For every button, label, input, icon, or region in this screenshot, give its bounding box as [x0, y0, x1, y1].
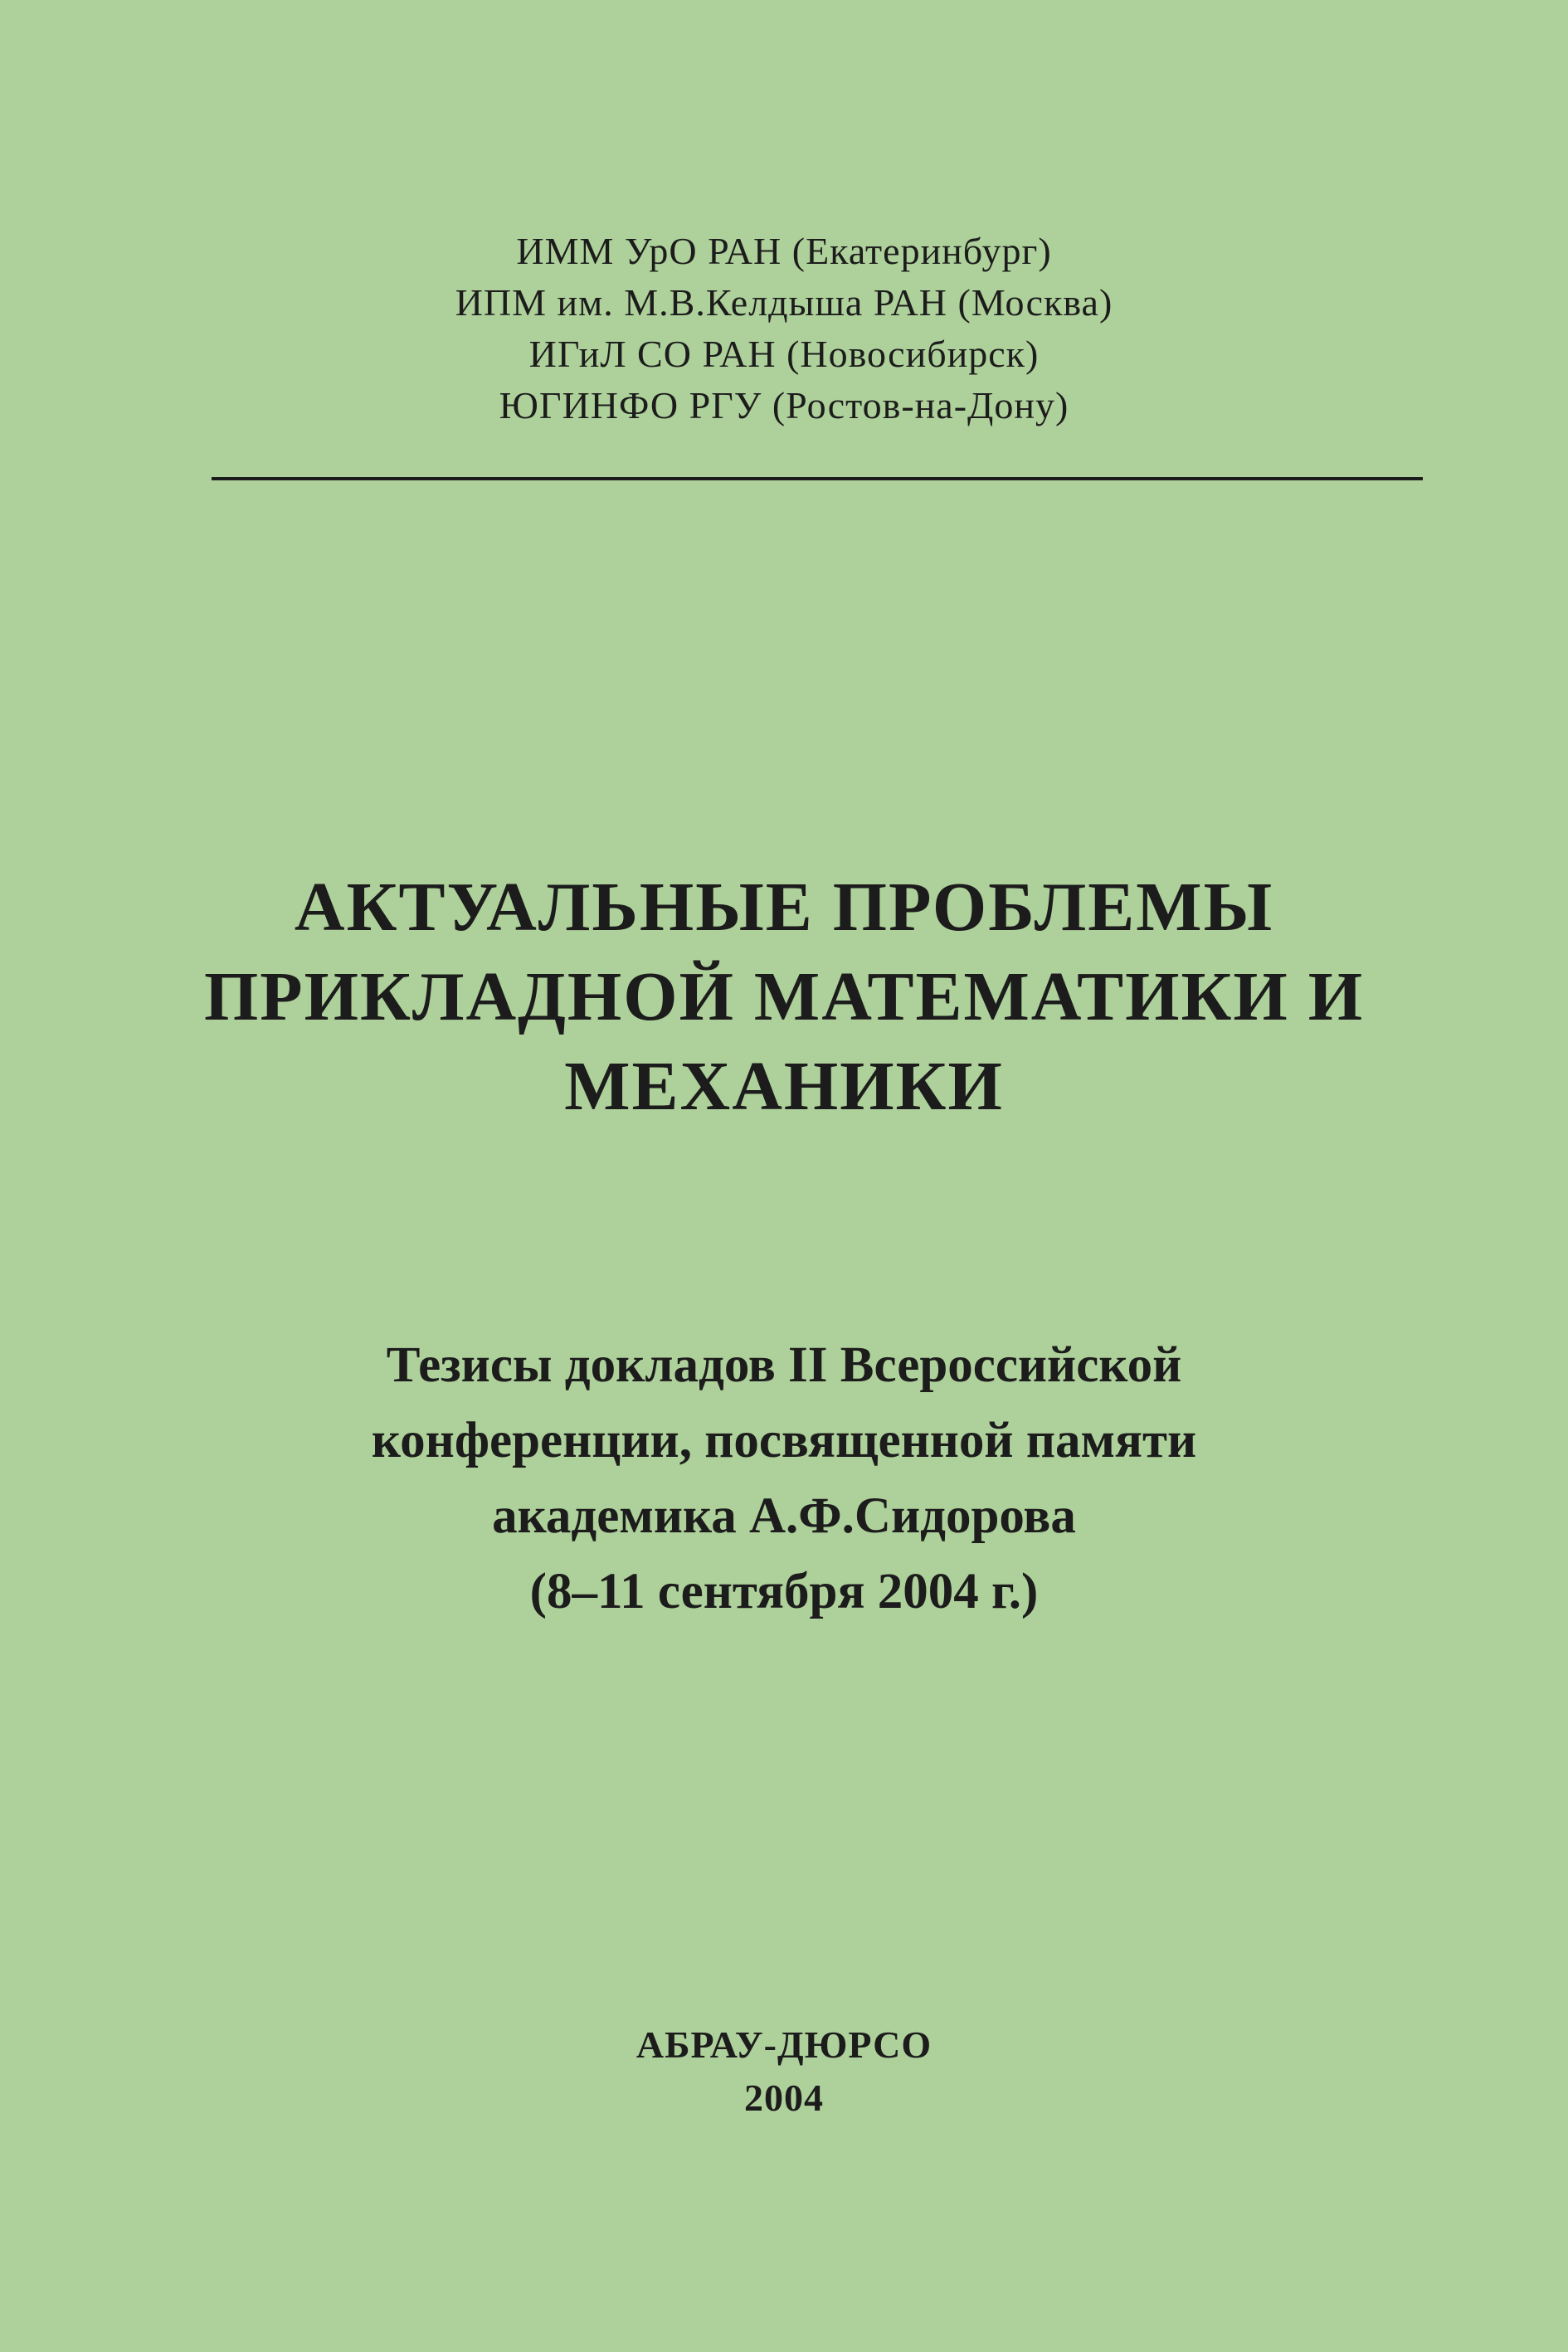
- institution-line: ИММ УрО РАН (Екатеринбург): [516, 230, 1052, 272]
- title-line: МЕХАНИКИ: [564, 1048, 1004, 1125]
- title-line: ПРИКЛАДНОЙ МАТЕМАТИКИ И: [203, 958, 1365, 1035]
- subtitle-line: (8–11 сентября 2004 г.): [529, 1564, 1039, 1619]
- publication-year: 2004: [744, 2077, 824, 2119]
- imprint: [0, 2018, 1568, 2125]
- book-title: [0, 863, 1568, 1132]
- subtitle-line: Тезисы докладов II Всероссийской: [386, 1337, 1182, 1393]
- publication-place: АБРАУ-ДЮРСО: [635, 2023, 933, 2066]
- institutions-block: [0, 226, 1568, 431]
- institution-line: ЮГИНФО РГУ (Ростов-на-Дону): [499, 384, 1069, 426]
- horizontal-divider: [212, 477, 1423, 480]
- book-subtitle: [0, 1327, 1568, 1629]
- subtitle-line: академика А.Ф.Сидорова: [492, 1488, 1076, 1544]
- subtitle-line: конференции, посвященной памяти: [371, 1413, 1197, 1468]
- institution-line: ИПМ им. М.В.Келдыша РАН (Москва): [455, 281, 1113, 324]
- institution-line: ИГиЛ СО РАН (Новосибирск): [528, 333, 1040, 375]
- title-line: АКТУАЛЬНЫЕ ПРОБЛЕМЫ: [294, 869, 1274, 946]
